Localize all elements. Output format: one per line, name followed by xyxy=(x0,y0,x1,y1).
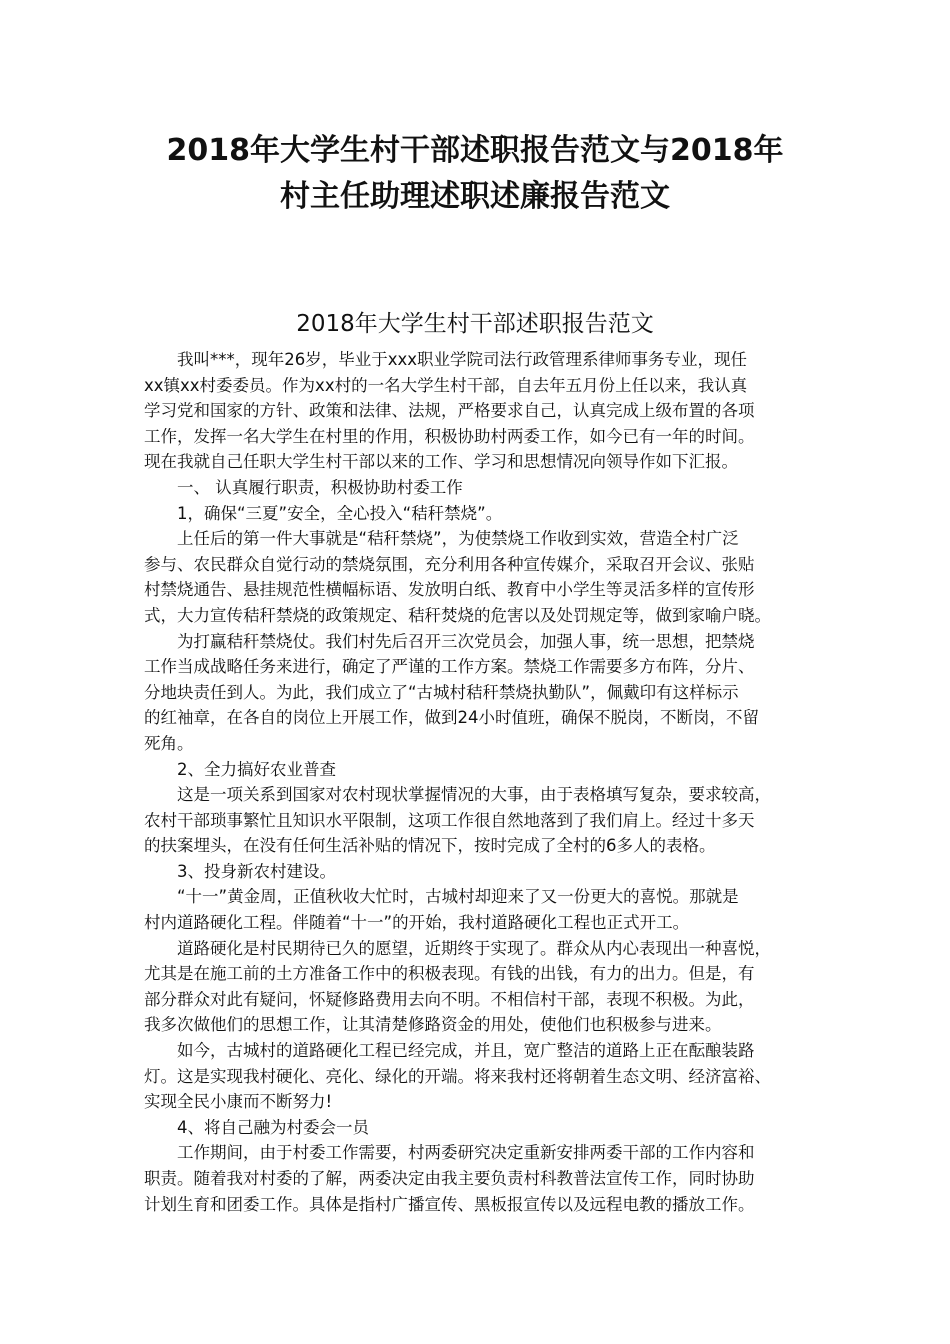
section-title: 2018年大学生村干部述职报告范文 xyxy=(296,311,654,337)
text-line: 职责。随着我对村委的了解，两委决定由我主要负责村科教普法宣传工作，同时协助 xyxy=(144,1169,755,1188)
text-line: xx镇xx村委委员。作为xx村的一名大学生村干部，自去年五月份上任以来，我认真 xyxy=(144,375,748,395)
text-line: 3、投身新农村建设。 xyxy=(177,861,336,881)
text-line: 1，确保“三夏”安全，全心投入“秸秆禁烧”。 xyxy=(177,503,503,523)
text-line: 死角。 xyxy=(144,733,194,753)
text-line: 我叫***，现年26岁，毕业于xxx职业学院司法行政管理系律师事务专业，现任 xyxy=(177,350,748,369)
title-line-2: 村主任助理述职述廉报告范文 xyxy=(280,179,670,214)
text-line: 分地块责任到人。为此，我们成立了“古城村秸秆禁烧执勤队”，佩戴印有这样标示 xyxy=(144,682,739,702)
text-line: 部分群众对此有疑问，怀疑修路费用去向不明。不相信村干部，表现不积极。为此， xyxy=(144,989,755,1009)
text-line: 2、全力搞好农业普查 xyxy=(177,759,336,779)
text-line: 工作，发挥一名大学生在村里的作用，积极协助村两委工作，如今已有一年的时间。 xyxy=(144,426,755,446)
text-line: 道路硬化是村民期待已久的愿望，近期终于实现了。群众从内心表现出一种喜悦， xyxy=(177,938,771,958)
text-line: 这是一项关系到国家对农村现状掌握情况的大事，由于表格填写复杂，要求较高， xyxy=(177,785,771,805)
text-line: 尤其是在施工前的土方准备工作中的积极表现。有钱的出钱，有力的出力。但是，有 xyxy=(144,964,755,984)
text-line: 灯。这是实现我村硬化、亮化、绿化的开端。将来我村还将朝着生态文明、经济富裕、 xyxy=(144,1066,771,1086)
text-line: 工作当成战略任务来进行，确定了严谨的工作方案。禁烧工作需要多方布阵，分片、 xyxy=(144,657,755,677)
text-line: 4、将自己融为村委会一员 xyxy=(177,1117,369,1137)
text-line: 现在我就自己任职大学生村干部以来的工作、学习和思想情况向领导作如下汇报。 xyxy=(144,452,738,472)
text-line: “十一”黄金周，正值秋收大忙时，古城村却迎来了又一份更大的喜悦。那就是 xyxy=(177,887,739,907)
text-line: 计划生育和团委工作。具体是指村广播宣传、黑板报宣传以及远程电教的播放工作。 xyxy=(144,1194,755,1214)
text-line: 我多次做他们的思想工作，让其清楚修路资金的用处，使他们也积极参与进来。 xyxy=(144,1015,722,1035)
text-line: 的扶案埋头，在没有任何生活补贴的情况下，按时完成了全村的6多人的表格。 xyxy=(144,836,716,856)
text-line: 为打赢秸秆禁烧仗。我们村先后召开三次党员会，加强人事，统一思想，把禁烧 xyxy=(177,631,755,651)
body-text xyxy=(144,347,808,1217)
text-line: 村内道路硬化工程。伴随着“十一”的开始，我村道路硬化工程也正式开工。 xyxy=(144,913,690,933)
text-line: 一、 认真履行职责，积极协助村委工作 xyxy=(177,477,463,497)
text-line: 工作期间，由于村委工作需要，村两委研究决定重新安排两委干部的工作内容和 xyxy=(177,1143,755,1163)
text-line: 式，大力宣传秸秆禁烧的政策规定、秸秆焚烧的危害以及处罚规定等，做到家喻户晓。 xyxy=(144,605,771,625)
text-line: 参与、农民群众自觉行动的禁烧氛围，充分利用各种宣传媒介，采取召开会议、张贴 xyxy=(144,554,755,574)
document-title xyxy=(130,128,820,220)
text-line: 的红袖章，在各自的岗位上开展工作，做到24小时值班，确保不脱岗，不断岗，不留 xyxy=(144,708,759,728)
title-line-1: 2018年大学生村干部述职报告范文与2018年 xyxy=(166,133,784,168)
text-line: 实现全民小康而不断努力! xyxy=(144,1092,333,1112)
text-line: 农村干部琐事繁忙且知识水平限制，这项工作很自然地落到了我们肩上。经过十多天 xyxy=(144,810,755,830)
text-line: 村禁烧通告、悬挂规范性横幅标语、发放明白纸、教育中小学生等灵活多样的宣传形 xyxy=(144,580,755,600)
text-line: 如今，古城村的道路硬化工程已经完成，并且，宽广整洁的道路上正在酝酿装路 xyxy=(177,1041,755,1061)
text-line: 上任后的第一件大事就是“秸秆禁烧”，为使禁烧工作收到实效，营造全村广泛 xyxy=(177,529,739,549)
text-line: 学习党和国家的方针、政策和法律、法规，严格要求自己，认真完成上级布置的各项 xyxy=(144,401,755,421)
